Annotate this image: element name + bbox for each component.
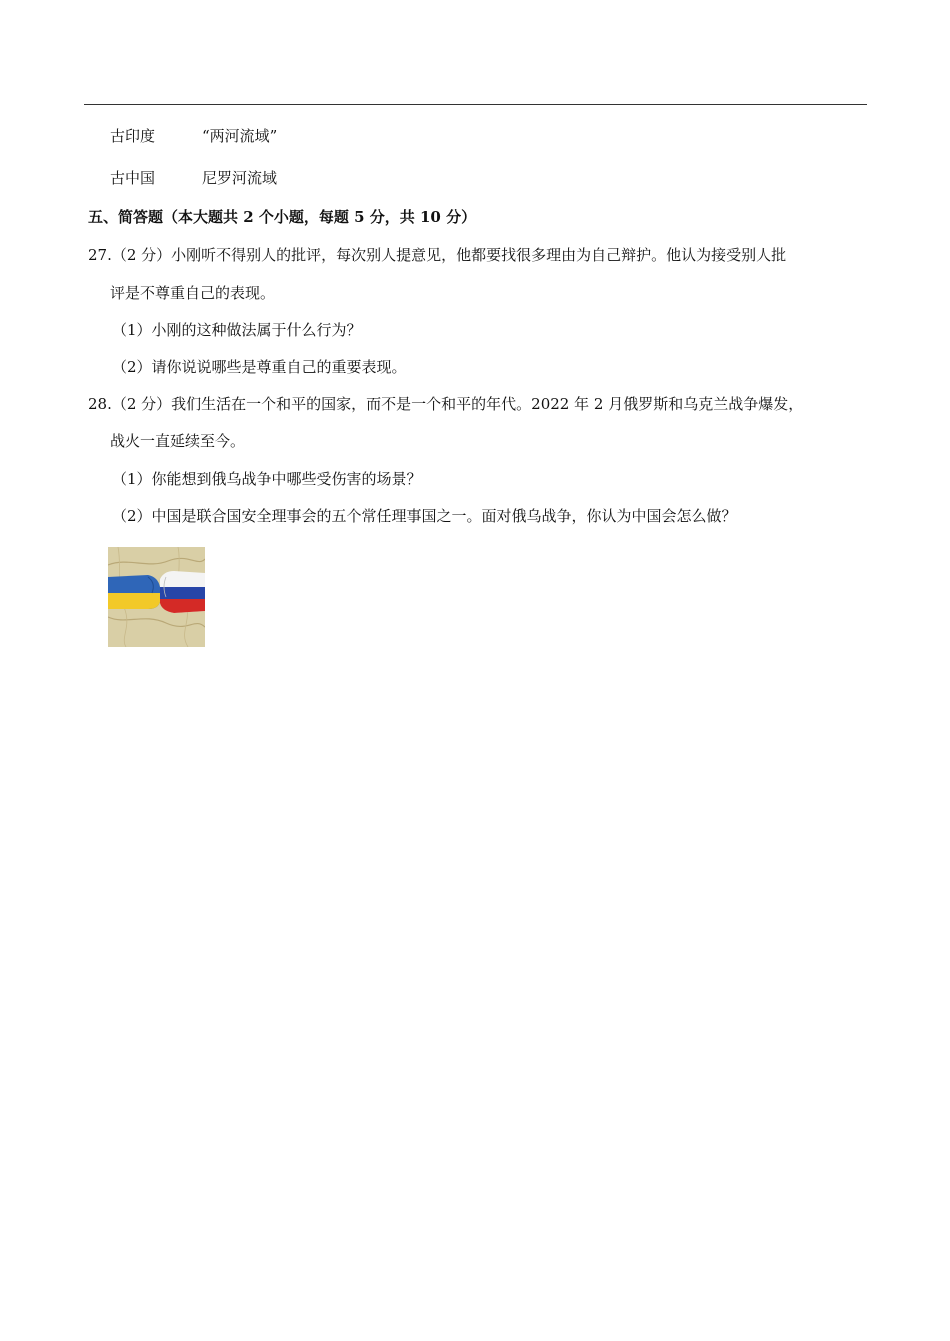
matching-row1-right: “两河流域” [202, 127, 278, 145]
q28-line2: 战火一直延续至今。 [110, 432, 246, 450]
q28-sub2: （2）中国是联合国安全理事会的五个常任理事国之一。面对俄乌战争，你认为中国会怎么做？ [112, 507, 737, 525]
q27-line1: 27.（2 分）小刚听不得别人的批评，每次别人提意见，他都要找很多理由为自己辩护。他认为接受别人批 [88, 246, 787, 264]
flag-fists-illustration [108, 547, 205, 647]
q27-sub1: （1）小刚的这种做法属于什么行为？ [112, 321, 362, 339]
header-rule [84, 104, 867, 105]
matching-row2-left: 古中国 [110, 169, 156, 187]
matching-row2-right: 尼罗河流域 [202, 169, 278, 187]
ukraine-russia-flag-fists-photo [108, 547, 205, 647]
q27-sub2: （2）请你说说哪些是尊重自己的重要表现。 [112, 358, 407, 376]
q27-line2: 评是不尊重自己的表现。 [110, 284, 276, 302]
q28-sub1: （1）你能想到俄乌战争中哪些受伤害的场景？ [112, 470, 422, 488]
section5-heading: 五、简答题（本大题共 2 个小题，每题 5 分，共 10 分） [88, 208, 477, 226]
q28-line1: 28.（2 分）我们生活在一个和平的国家，而不是一个和平的年代。2022 年 2 月俄罗斯和乌克兰战争爆发， [88, 395, 804, 413]
matching-row1-left: 古印度 [110, 127, 156, 145]
